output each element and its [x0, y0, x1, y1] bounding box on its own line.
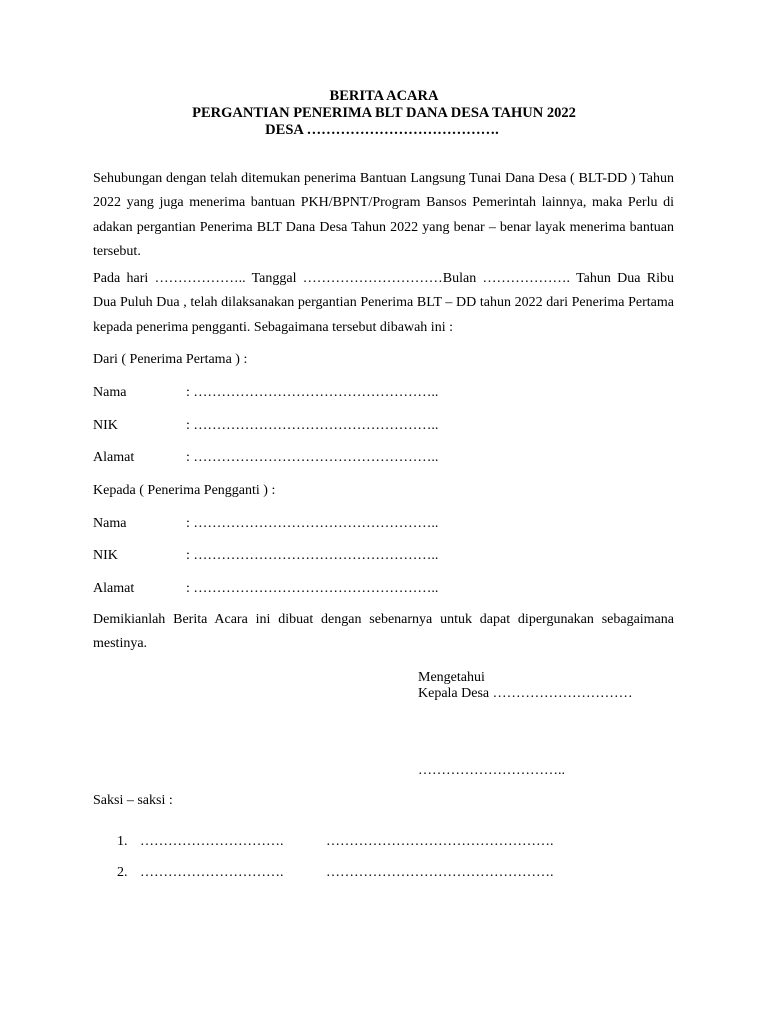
- witness-row-1: [117, 833, 597, 850]
- field-label: Alamat: [93, 581, 135, 596]
- field-value: : ……………………………………………..: [186, 450, 439, 465]
- from-field-nik: [93, 417, 674, 434]
- field-value: : ……………………………………………..: [186, 418, 439, 433]
- signature-line-1: Mengetahui: [418, 670, 485, 685]
- title-line-3: DESA ………………………………….: [265, 122, 499, 138]
- witness-signature-line: ………………………………………….: [326, 865, 554, 880]
- document-title: [0, 88, 768, 139]
- field-value: : ……………………………………………..: [186, 581, 439, 596]
- witness-number: 1.: [117, 834, 128, 849]
- field-label: NIK: [93, 548, 118, 563]
- paragraph-intro: Sehubungan dengan telah ditemukan penerima Bantuan Langsung Tunai Dana Desa ( BLT-DD ) Tahun 2022 yang juga menerima bantuan PKH/BPNT/Program Bansos Pemerintah lainnya, maka Perlu di adakan pergantian Penerima BLT Dana Desa Tahun 2022 yang benar – benar layak menerima bantuan tersebut.: [93, 171, 674, 259]
- witness-number: 2.: [117, 865, 128, 880]
- to-field-nama: [93, 515, 674, 532]
- signature-line-2: Kepala Desa …………………………: [418, 686, 633, 701]
- from-heading: Dari ( Penerima Pertama ) :: [93, 352, 248, 367]
- witness-name-line: ………………………….: [140, 834, 284, 849]
- field-value: : ……………………………………………..: [186, 516, 439, 531]
- paragraph-details: Pada hari ……………….. Tanggal …………………………Bulan ………………. Tahun Dua Ribu Dua Puluh Dua , telah dilaksanakan pergantian Penerima BLT – DD tahun 2022 dari Penerima Pertama kepada penerima pengganti. Sebagaimana tersebut dibawah ini :: [93, 271, 674, 335]
- signature-block: [418, 670, 633, 702]
- field-label: Alamat: [93, 450, 135, 465]
- title-line-1: BERITA ACARA: [329, 88, 439, 104]
- field-label: Nama: [93, 516, 127, 531]
- field-value: : ……………………………………………..: [186, 548, 439, 563]
- witness-signature-line: ………………………………………….: [326, 834, 554, 849]
- field-label: NIK: [93, 418, 118, 433]
- title-line-2: PERGANTIAN PENERIMA BLT DANA DESA TAHUN 2022: [192, 105, 576, 121]
- from-field-alamat: [93, 449, 674, 466]
- witness-name-line: ………………………….: [140, 865, 284, 880]
- field-value: : ……………………………………………..: [186, 385, 439, 400]
- to-field-nik: [93, 547, 674, 564]
- witness-row-2: [117, 864, 597, 881]
- paragraph-closing: Demikianlah Berita Acara ini dibuat dengan sebenarnya untuk dapat dipergunakan sebagaimana mestinya.: [93, 612, 674, 652]
- field-label: Nama: [93, 385, 127, 400]
- signature-name-line: …………………………..: [418, 763, 565, 778]
- to-field-alamat: [93, 580, 674, 597]
- witness-heading: Saksi – saksi :: [93, 793, 173, 808]
- to-heading: Kepada ( Penerima Pengganti ) :: [93, 483, 276, 498]
- from-field-nama: [93, 384, 674, 401]
